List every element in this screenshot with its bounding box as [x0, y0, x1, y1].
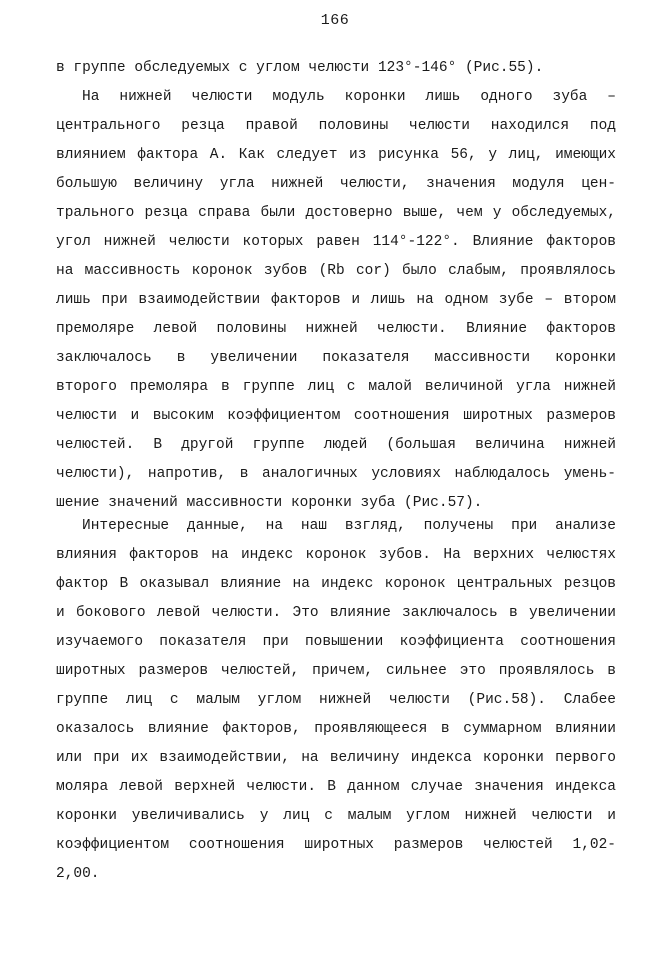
text-line: влиянием фактора А. Как следует из рисунка 56, у лиц, имеющих	[56, 147, 616, 163]
text-line: коэффициентом соотношения широтных размеров челюстей 1,02-	[56, 837, 616, 853]
text-line: угол нижней челюсти которых равен 114°-122°. Влияние факторов	[56, 234, 616, 250]
text-line: на массивность коронок зубов (Rb cor) было слабым, проявлялось	[56, 263, 616, 279]
text-line: центрального резца правой половины челюсти находился под	[56, 118, 616, 134]
text-line: премоляре левой половины нижней челюсти. Влияние факторов	[56, 321, 616, 337]
text-line: челюстей. В другой группе людей (большая величина нижней	[56, 437, 616, 453]
text-line: большую величину угла нижней челюсти, значения модуля цен-	[56, 176, 616, 192]
paragraph-1	[56, 54, 616, 83]
page-number: 166	[320, 12, 350, 29]
text-line: оказалось влияние факторов, проявляющееся в суммарном влиянии	[56, 721, 616, 737]
text-line: изучаемого показателя при повышении коэффициента соотношения	[56, 634, 616, 650]
text-line: На нижней челюсти модуль коронки лишь одного зуба –	[82, 89, 616, 105]
text-line: челюсти), напротив, в аналогичных условиях наблюдалось умень-	[56, 466, 616, 482]
text-line: широтных размеров челюстей, причем, сильнее это проявлялось в	[56, 663, 616, 679]
text-line: второго премоляра в группе лиц с малой величиной угла нижней	[56, 379, 616, 395]
text-line: коронки увеличивались у лиц с малым углом нижней челюсти и	[56, 808, 616, 824]
text-line: Интересные данные, на наш взгляд, получены при анализе	[82, 518, 616, 534]
text-line: фактор В оказывал влияние на индекс коронок центральных резцов	[56, 576, 616, 592]
text-line: 2,00.	[56, 866, 100, 882]
text-line: челюсти и высоким коэффициентом соотношения широтных размеров	[56, 408, 616, 424]
text-line: лишь при взаимодействии факторов и лишь на одном зубе – втором	[56, 292, 616, 308]
text-line: шение значений массивности коронки зуба (Рис.57).	[56, 495, 483, 511]
text-line: в группе обследуемых с углом челюсти 123°-146° (Рис.55).	[56, 60, 544, 76]
paragraph-3	[56, 512, 616, 889]
text-line: влияния факторов на индекс коронок зубов. На верхних челюстях	[56, 547, 616, 563]
text-line: или при их взаимодействии, на величину индекса коронки первого	[56, 750, 616, 766]
text-line: заключалось в увеличении показателя массивности коронки	[56, 350, 616, 366]
text-line: трального резца справа были достоверно выше, чем у обследуемых,	[56, 205, 616, 221]
text-line: и бокового левой челюсти. Это влияние заключалось в увеличении	[56, 605, 616, 621]
paragraph-2	[56, 83, 616, 518]
text-line: моляра левой верхней челюсти. В данном случае значения индекса	[56, 779, 616, 795]
text-line: группе лиц с малым углом нижней челюсти (Рис.58). Слабее	[56, 692, 616, 708]
